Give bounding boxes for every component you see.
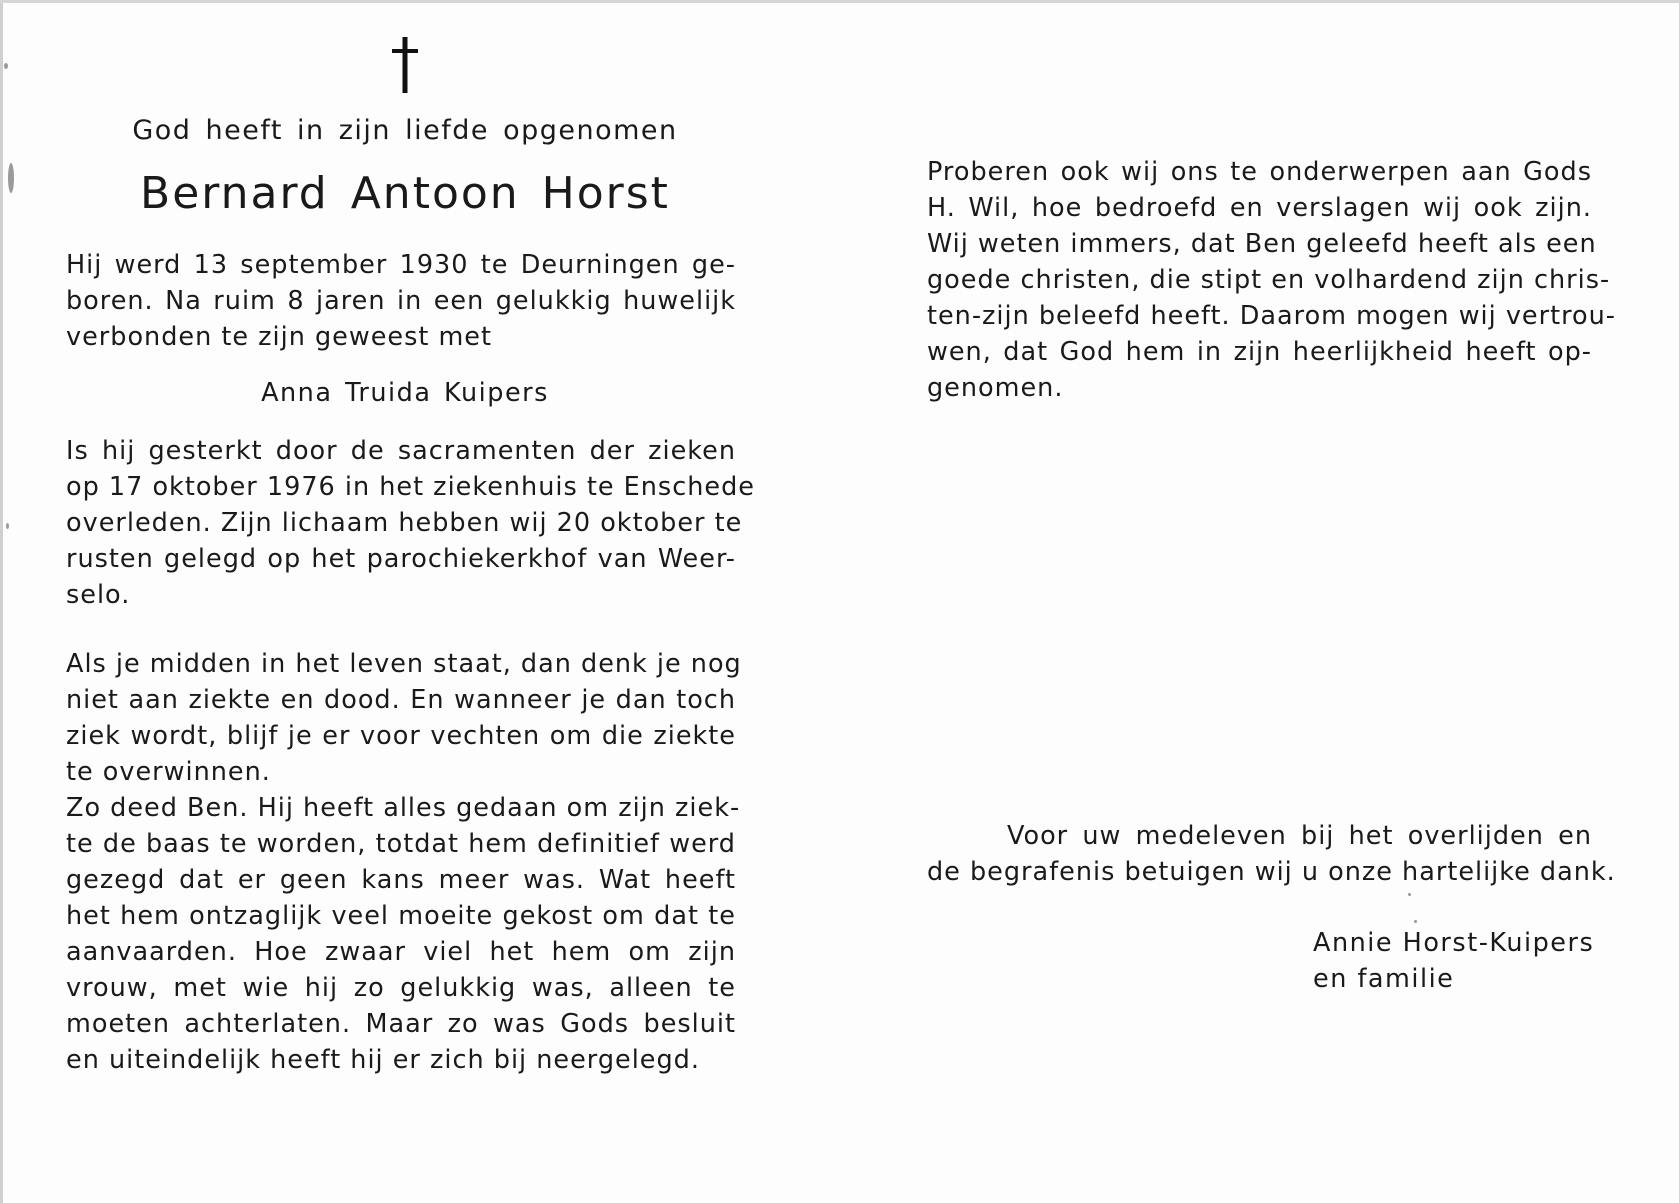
text-line: H. Wil, hoe bedroefd en verslagen wij ook zijn. <box>927 193 1592 223</box>
birth-paragraph <box>66 247 736 355</box>
text-line: selo. <box>66 580 131 610</box>
signature-line: Annie Horst-Kuipers <box>1313 928 1595 958</box>
text-line: Hij werd 13 september 1930 te Deurningen ge- <box>66 250 736 280</box>
text-line: Zo deed Ben. Hij heeft alles gedaan om zijn ziek- <box>66 793 741 823</box>
text-line: het hem ontzaglijk veel moeite gekost om dat te <box>66 901 736 931</box>
text-line: wen, dat God hem in zijn heerlijkheid heeft op- <box>927 337 1592 367</box>
signature-line: en familie <box>1313 964 1455 994</box>
text-line: Is hij gesterkt door de sacramenten der zieken <box>66 436 736 466</box>
text-line: verbonden te zijn geweest met <box>66 322 492 352</box>
text-line: aanvaarden. Hoe zwaar viel het hem om zijn <box>66 937 736 967</box>
scan-speck <box>4 63 8 69</box>
card-left-edge <box>0 3 3 1203</box>
heading: God heeft in zijn liefde opgenomen <box>132 115 678 146</box>
text-line: ten-zijn beleefd heeft. Daarom mogen wij vertrou- <box>927 301 1616 331</box>
text-line: op 17 oktober 1976 in het ziekenhuis te Enschede <box>66 472 755 502</box>
scan-speck <box>8 163 14 193</box>
text-line: moeten achterlaten. Maar zo was Gods besluit <box>66 1009 736 1039</box>
text-line: boren. Na ruim 8 jaren in een gelukkig huwelijk <box>66 286 736 316</box>
text-line: Voor uw medeleven bij het overlijden en <box>1007 821 1592 851</box>
scan-speck <box>1414 920 1417 923</box>
scan-speck <box>6 523 9 529</box>
text-line: ziek wordt, blijf je er voor vechten om die ziekte <box>66 721 736 751</box>
spouse-name: Anna Truida Kuipers <box>261 378 549 408</box>
text-line: de begrafenis betuigen wij u onze hartelijke dank. <box>927 857 1616 887</box>
text-line: Als je midden in het leven staat, dan denk je nog <box>66 649 742 679</box>
text-line: gezegd dat er geen kans meer was. Wat heeft <box>66 865 736 895</box>
cross-icon <box>380 35 430 95</box>
text-line: vrouw, met wie hij zo gelukkig was, alleen te <box>66 973 736 1003</box>
text-line: Proberen ook wij ons te onderwerpen aan Gods <box>927 157 1592 187</box>
text-line: niet aan ziekte en dood. En wanneer je dan toch <box>66 685 736 715</box>
text-line: Wij weten immers, dat Ben geleefd heeft als een <box>927 229 1597 259</box>
text-line: en uiteindelijk heeft hij er zich bij neergelegd. <box>66 1045 700 1075</box>
deceased-name: Bernard Antoon Horst <box>140 168 670 219</box>
text-line: overleden. Zijn lichaam hebben wij 20 oktober te <box>66 508 743 538</box>
text-line: te overwinnen. <box>66 757 271 787</box>
signature <box>1313 925 1594 997</box>
death-paragraph <box>66 433 755 613</box>
thanks-paragraph <box>927 818 1616 890</box>
faith-paragraph <box>927 154 1616 406</box>
text-line: genomen. <box>927 373 1064 403</box>
text-line: te de baas te worden, totdat hem definitief werd <box>66 829 736 859</box>
life-paragraph <box>66 646 742 1078</box>
text-line: rusten gelegd op het parochiekerkhof van Weer- <box>66 544 736 574</box>
scan-speck <box>1408 893 1411 896</box>
text-line: goede christen, die stipt en volhardend zijn chris- <box>927 265 1611 295</box>
